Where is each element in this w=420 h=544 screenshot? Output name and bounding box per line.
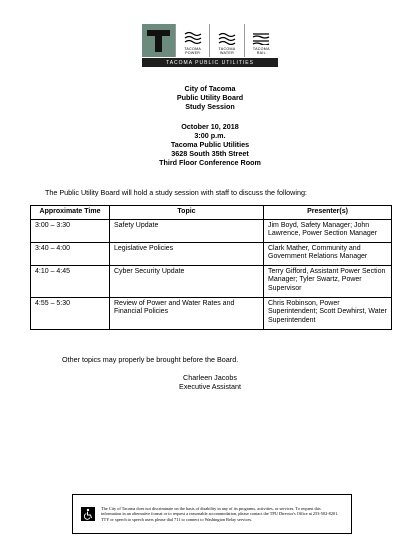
table-row — [31, 219, 392, 242]
wheelchair-accessibility-icon — [81, 507, 95, 521]
cell-time: 4:10 – 4:45 — [31, 265, 110, 297]
cell-presenter: Chris Robinson, Power Superintendent; Scott Dewhirst, Water Superintendent — [264, 297, 392, 329]
logo-band: TACOMA PUBLIC UTILITIES — [142, 58, 278, 67]
tacoma-t-logo-icon — [142, 24, 175, 57]
logo-unit-label: TACOMA POWER — [184, 47, 202, 55]
power-wave-icon — [183, 31, 203, 45]
intro-text: The Public Utility Board will hold a study session with staff to discuss the following: — [45, 188, 307, 197]
accessibility-notice — [72, 494, 352, 534]
meeting-details — [0, 122, 420, 167]
table-row — [31, 242, 392, 265]
other-topics-text: Other topics may properly be brought before the Board. — [62, 355, 239, 364]
agenda-table — [30, 205, 392, 330]
signature-title: Executive Assistant — [179, 382, 241, 391]
heading-session: Study Session — [185, 102, 235, 111]
logo-unit-power — [175, 24, 209, 57]
meeting-room: Third Floor Conference Room — [159, 158, 261, 167]
rail-wave-icon — [251, 31, 271, 45]
cell-topic: Legislative Policies — [110, 242, 264, 265]
logo-unit-label: TACOMA RAIL — [252, 47, 270, 55]
header-topic: Topic — [110, 206, 264, 220]
cell-presenter: Terry Gifford, Assistant Power Section Manager; Tyler Swartz, Power Supervisor — [264, 265, 392, 297]
signature-block — [160, 373, 260, 391]
logo-unit-rail — [244, 24, 278, 57]
notice-text: The City of Tacoma does not discriminate on the basis of disability in any of its programs, activities, or services. To request this information in an alternative format or to request a reasonable accommodation, please contact the TPU Director's Office at 253-502-8201. TTY or speech to speech users please dial 711 to connect to Washington Relay services. — [101, 505, 339, 522]
cell-topic: Safety Update — [110, 219, 264, 242]
meeting-org: Tacoma Public Utilities — [170, 140, 250, 149]
cell-topic: Cyber Security Update — [110, 265, 264, 297]
cell-time: 3:00 – 3:30 — [31, 219, 110, 242]
tpu-logo — [142, 24, 278, 67]
logo-unit-label: TACOMA WATER — [218, 47, 236, 55]
table-row — [31, 297, 392, 329]
heading-board: Public Utility Board — [176, 93, 244, 102]
signature-name: Charleen Jacobs — [183, 373, 237, 382]
table-header-row — [31, 206, 392, 220]
meeting-date: October 10, 2018 — [181, 122, 239, 131]
cell-time: 4:55 – 5:30 — [31, 297, 110, 329]
meeting-address: 3628 South 35th Street — [171, 149, 249, 158]
header-time: Approximate Time — [31, 206, 110, 220]
document-heading — [0, 84, 420, 111]
cell-topic: Review of Power and Water Rates and Financial Policies — [110, 297, 264, 329]
cell-presenter: Clark Mather, Community and Government Relations Manager — [264, 242, 392, 265]
cell-time: 3:40 – 4:00 — [31, 242, 110, 265]
heading-city: City of Tacoma — [184, 84, 236, 93]
cell-presenter: Jim Boyd, Safety Manager; John Lawrence, Power Section Manager — [264, 219, 392, 242]
header-presenter: Presenter(s) — [264, 206, 392, 220]
meeting-time: 3:00 p.m. — [194, 131, 226, 140]
table-row — [31, 265, 392, 297]
water-wave-icon — [217, 31, 237, 45]
logo-unit-water — [209, 24, 243, 57]
